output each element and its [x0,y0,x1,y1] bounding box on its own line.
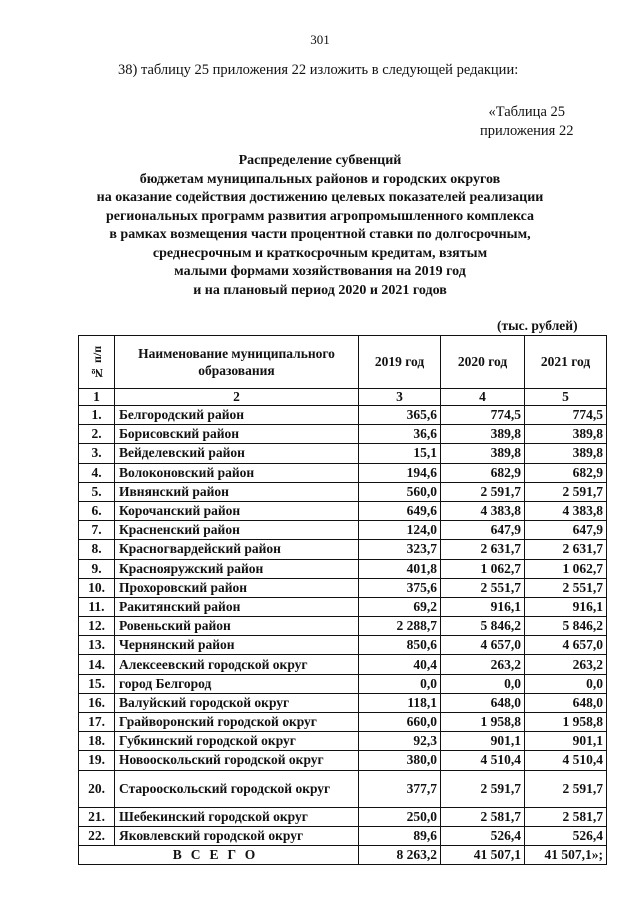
table-row [79,540,607,559]
row-value-2020: 2 551,7 [441,578,525,597]
row-value-2019: 323,7 [359,540,441,559]
row-value-2021: 2 581,7 [525,807,607,826]
row-value-2020: 526,4 [441,826,525,845]
row-value-2020: 774,5 [441,406,525,425]
row-value-2021: 901,1 [525,732,607,751]
row-value-2021: 916,1 [525,597,607,616]
row-name: Прохоровский район [115,578,359,597]
table-row [79,501,607,520]
row-value-2021: 526,4 [525,826,607,845]
row-value-2020: 2 581,7 [441,807,525,826]
row-name: Губкинский городской округ [115,732,359,751]
row-value-2019: 365,6 [359,406,441,425]
row-value-2019: 377,7 [359,770,441,807]
table-row [79,770,607,807]
row-name: Грайворонский городской округ [115,713,359,732]
row-value-2019: 89,6 [359,826,441,845]
row-number: 5. [79,482,115,501]
row-value-2020: 916,1 [441,597,525,616]
row-value-2019: 118,1 [359,693,441,712]
total-2020: 41 507,1 [441,845,525,864]
row-value-2019: 649,6 [359,501,441,520]
row-value-2021: 774,5 [525,406,607,425]
column-number: 1 [79,389,115,406]
row-value-2020: 682,9 [441,463,525,482]
row-value-2020: 647,9 [441,521,525,540]
column-number-row [79,389,607,406]
row-number: 4. [79,463,115,482]
row-value-2019: 375,6 [359,578,441,597]
header-number: № п/п [79,336,115,389]
table-row [79,655,607,674]
total-2019: 8 263,2 [359,845,441,864]
table-row [79,617,607,636]
table-row [79,444,607,463]
row-name: Яковлевский городской округ [115,826,359,845]
row-value-2020: 4 657,0 [441,636,525,655]
row-value-2019: 401,8 [359,559,441,578]
row-number: 1. [79,406,115,425]
row-name: Ровеньский район [115,617,359,636]
row-value-2020: 2 631,7 [441,540,525,559]
table-body [79,406,607,846]
row-value-2021: 4 510,4 [525,751,607,770]
total-row [79,845,607,864]
row-number: 20. [79,770,115,807]
row-value-2019: 15,1 [359,444,441,463]
row-name: Алексеевский городской округ [115,655,359,674]
row-value-2019: 36,6 [359,425,441,444]
title-line: региональных программ развития агропромышленного комплекса [105,208,535,224]
row-number: 14. [79,655,115,674]
row-name: Шебекинский городской округ [115,807,359,826]
row-number: 16. [79,693,115,712]
row-value-2021: 648,0 [525,693,607,712]
row-value-2019: 2 288,7 [359,617,441,636]
table-row [79,578,607,597]
unit-label: (тыс. рублей) [497,318,578,333]
subvention-table [78,335,607,865]
row-value-2020: 1 958,8 [441,713,525,732]
row-value-2021: 5 846,2 [525,617,607,636]
row-value-2019: 250,0 [359,807,441,826]
header-name: Наименование муниципального образования [115,336,359,389]
table-row [79,732,607,751]
table-row [79,751,607,770]
document-title [60,152,580,300]
intro-text: 38) таблицу 25 приложения 22 изложить в следующей редакции: [118,62,519,78]
row-value-2019: 124,0 [359,521,441,540]
row-number: 17. [79,713,115,732]
row-value-2021: 4 657,0 [525,636,607,655]
row-number: 15. [79,674,115,693]
row-name: Валуйский городской округ [115,693,359,712]
row-value-2020: 389,8 [441,425,525,444]
row-number: 8. [79,540,115,559]
row-value-2021: 2 551,7 [525,578,607,597]
total-2021: 41 507,1»; [525,845,607,864]
row-value-2020: 4 383,8 [441,501,525,520]
table-row [79,597,607,616]
row-value-2021: 1 958,8 [525,713,607,732]
table-row [79,713,607,732]
row-name: Волоконовский район [115,463,359,482]
row-value-2019: 69,2 [359,597,441,616]
row-name: Вейделевский район [115,444,359,463]
row-value-2020: 5 846,2 [441,617,525,636]
row-number: 6. [79,501,115,520]
row-name: Краснояружский район [115,559,359,578]
row-name: город Белгород [115,674,359,693]
row-number: 19. [79,751,115,770]
row-value-2019: 194,6 [359,463,441,482]
title-line: среднесрочным и краткосрочным кредитам, взятым [152,245,488,261]
row-value-2021: 389,8 [525,425,607,444]
total-label: ВСЕГО [79,845,359,864]
row-value-2020: 2 591,7 [441,482,525,501]
table-row [79,406,607,425]
row-value-2019: 40,4 [359,655,441,674]
title-line: на оказание содействия достижению целевых показателей реализации [96,190,544,205]
table-row [79,807,607,826]
header-2020: 2020 год [441,336,525,389]
row-value-2021: 0,0 [525,674,607,693]
header-2019: 2019 год [359,336,441,389]
title-line: в рамках возмещения части процентной ставки по долгосрочным, [109,227,531,242]
table-row [79,636,607,655]
row-value-2020: 1 062,7 [441,559,525,578]
table-header-row [79,336,607,389]
table-row [79,674,607,693]
row-number: 13. [79,636,115,655]
row-name: Борисовский район [115,425,359,444]
page-number: 301 [310,32,330,47]
column-number: 5 [525,389,607,406]
row-value-2020: 389,8 [441,444,525,463]
column-number: 2 [115,389,359,406]
row-value-2020: 2 591,7 [441,770,525,807]
row-value-2020: 4 510,4 [441,751,525,770]
table-label [480,103,573,141]
row-number: 18. [79,732,115,751]
row-value-2019: 0,0 [359,674,441,693]
table-row [79,425,607,444]
row-value-2020: 901,1 [441,732,525,751]
title-line: Распределение субвенций [238,153,402,168]
row-number: 3. [79,444,115,463]
table-row [79,463,607,482]
row-value-2020: 263,2 [441,655,525,674]
row-value-2020: 0,0 [441,674,525,693]
row-number: 9. [79,559,115,578]
table-row [79,521,607,540]
row-number: 7. [79,521,115,540]
row-value-2019: 560,0 [359,482,441,501]
row-value-2021: 647,9 [525,521,607,540]
row-name: Ракитянский район [115,597,359,616]
row-number: 2. [79,425,115,444]
title-line: малыми формами хозяйствования на 2019 год [174,264,466,279]
table-row [79,559,607,578]
row-name: Чернянский район [115,636,359,655]
column-number: 4 [441,389,525,406]
row-name: Ивнянский район [115,482,359,501]
row-value-2021: 1 062,7 [525,559,607,578]
table-label-line: приложения 22 [480,123,574,139]
row-number: 10. [79,578,115,597]
row-number: 12. [79,617,115,636]
row-name: Белгородский район [115,406,359,425]
header-2021: 2021 год [525,336,607,389]
title-line: и на плановый период 2020 и 2021 годов [193,282,447,298]
column-number: 3 [359,389,441,406]
row-name: Новооскольский городской округ [115,751,359,770]
row-value-2020: 648,0 [441,693,525,712]
row-name: Красненский район [115,521,359,540]
row-number: 21. [79,807,115,826]
row-value-2021: 2 591,7 [525,770,607,807]
row-value-2021: 389,8 [525,444,607,463]
title-line: бюджетам муниципальных районов и городских округов [139,171,501,187]
row-value-2021: 263,2 [525,655,607,674]
row-value-2019: 660,0 [359,713,441,732]
row-name: Красногвардейский район [115,540,359,559]
row-name: Корочанский район [115,501,359,520]
row-value-2019: 380,0 [359,751,441,770]
row-value-2021: 4 383,8 [525,501,607,520]
row-name: Старооскольский городской округ [115,770,359,807]
table-row [79,826,607,845]
table-row [79,693,607,712]
row-value-2021: 682,9 [525,463,607,482]
row-value-2021: 2 591,7 [525,482,607,501]
row-value-2021: 2 631,7 [525,540,607,559]
table-label-line: «Таблица 25 [488,104,565,120]
table-row [79,482,607,501]
row-number: 11. [79,597,115,616]
row-number: 22. [79,826,115,845]
row-value-2019: 850,6 [359,636,441,655]
row-value-2019: 92,3 [359,732,441,751]
